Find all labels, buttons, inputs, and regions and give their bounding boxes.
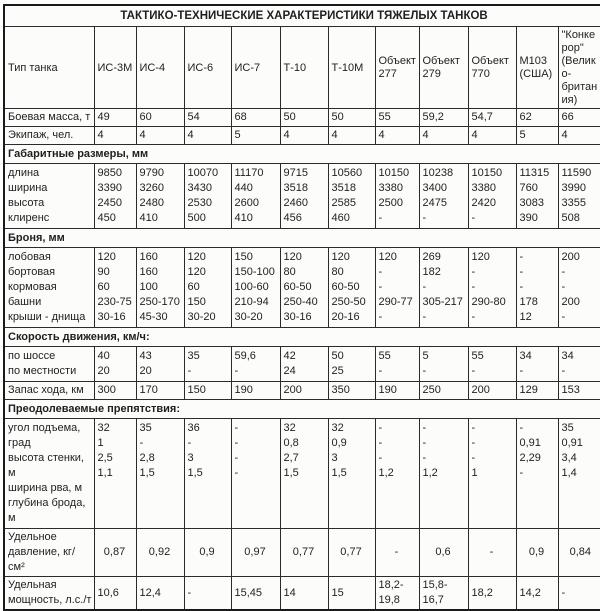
- cell: 4: [184, 127, 231, 145]
- table-row: [4, 248, 600, 328]
- cell: - - - 178 12: [516, 248, 558, 328]
- cell: 10070 3430 2530 500: [184, 164, 231, 229]
- cell: 50: [280, 109, 328, 127]
- cell: 11315 760 3083 390: [516, 164, 558, 229]
- table-row: [4, 347, 600, 382]
- cell: 4: [468, 127, 516, 145]
- section-row: [4, 145, 600, 164]
- cell: 170: [136, 382, 184, 400]
- table-row: [4, 419, 600, 529]
- cell: 14: [280, 577, 328, 611]
- cell: 9850 3390 2450 450: [94, 164, 136, 229]
- cell: 59,2: [419, 109, 468, 127]
- table-row: [4, 529, 600, 577]
- cell: 10560 3518 2585 460: [328, 164, 375, 229]
- cell: 59,6 -: [231, 347, 280, 382]
- cell: 150: [184, 382, 231, 400]
- column-header: Объект 279: [419, 27, 468, 109]
- cell: 36 - 3 1,5: [184, 419, 231, 529]
- cell: 9790 3260 2480 410: [136, 164, 184, 229]
- column-header: ИС-4: [136, 27, 184, 109]
- cell: 200: [280, 382, 328, 400]
- column-header: Т-10М: [328, 27, 375, 109]
- cell: 0,9: [184, 529, 231, 577]
- table-row: [4, 577, 600, 611]
- column-header: Объект 277: [375, 27, 419, 109]
- cell: 120 90 60 230-75 30-16: [94, 248, 136, 328]
- cell: 190: [375, 382, 419, 400]
- table-body: [4, 5, 600, 610]
- cell: 0,84: [558, 529, 600, 577]
- cell: 4: [280, 127, 328, 145]
- cell: 0,6: [419, 529, 468, 577]
- cell: - - - 1,2: [375, 419, 419, 529]
- row-label: угол подъема, град высота стенки, м ширина рва, м глубина брода, м: [4, 419, 94, 529]
- cell: 10150 3380 2420 -: [468, 164, 516, 229]
- cell: 120 120 60 150 30-20: [184, 248, 231, 328]
- cell: -: [468, 529, 516, 577]
- section-header: Габаритные размеры, мм: [4, 145, 600, 164]
- cell: 62: [516, 109, 558, 127]
- cell: 15: [328, 577, 375, 611]
- cell: 55: [375, 109, 419, 127]
- cell: 0,77: [280, 529, 328, 577]
- cell: 66: [558, 109, 600, 127]
- cell: -: [184, 577, 231, 611]
- cell: 4: [136, 127, 184, 145]
- cell: 15,45: [231, 577, 280, 611]
- cell: 120 - - 290-80 -: [468, 248, 516, 328]
- column-header: ИС-3М: [94, 27, 136, 109]
- cell: 60: [136, 109, 184, 127]
- cell: 4: [328, 127, 375, 145]
- cell: 0,87: [94, 529, 136, 577]
- cell: 0,92: [136, 529, 184, 577]
- row-label-header: Тип танка: [4, 27, 94, 109]
- cell: 68: [231, 109, 280, 127]
- column-header: М103 (США): [516, 27, 558, 109]
- section-row: [4, 400, 600, 419]
- cell: 54,7: [468, 109, 516, 127]
- row-label: Удельное давление, кг/см²: [4, 529, 94, 577]
- row-label: лобовая бортовая кормовая башни крыши - днища: [4, 248, 94, 328]
- cell: 5 -: [419, 347, 468, 382]
- cell: 10238 3400 2475 -: [419, 164, 468, 229]
- cell: 4: [558, 127, 600, 145]
- cell: 200 - - 200 -: [558, 248, 600, 328]
- cell: 32 0,8 2,7 1,5: [280, 419, 328, 529]
- cell: 32 1 2,5 1,1: [94, 419, 136, 529]
- section-row: [4, 229, 600, 248]
- row-label: Запас хода, км: [4, 382, 94, 400]
- cell: 10150 3380 2500 -: [375, 164, 419, 229]
- table-row: [4, 109, 600, 127]
- cell: 40 20: [94, 347, 136, 382]
- cell: 32 0,9 3 1,5: [328, 419, 375, 529]
- section-header: Преодолеваемые препятствия:: [4, 400, 600, 419]
- row-label: по шоссе по местности: [4, 347, 94, 382]
- cell: -: [375, 529, 419, 577]
- cell: 34 -: [516, 347, 558, 382]
- column-header: ИС-6: [184, 27, 231, 109]
- cell: 4: [419, 127, 468, 145]
- cell: 11590 3990 3355 508: [558, 164, 600, 229]
- cell: 120 80 60-50 250-40 30-16: [280, 248, 328, 328]
- cell: 120 80 60-50 250-50 20-16: [328, 248, 375, 328]
- cell: 54: [184, 109, 231, 127]
- cell: 9715 3518 2460 456: [280, 164, 328, 229]
- cell: 50: [328, 109, 375, 127]
- cell: 4: [94, 127, 136, 145]
- cell: 49: [94, 109, 136, 127]
- table-title-row: [4, 5, 600, 27]
- cell: -: [558, 577, 600, 611]
- cell: 55 -: [375, 347, 419, 382]
- cell: 300: [94, 382, 136, 400]
- cell: 34 -: [558, 347, 600, 382]
- cell: 10,6: [94, 577, 136, 611]
- cell: - - - 1,2: [419, 419, 468, 529]
- cell: 190: [231, 382, 280, 400]
- cell: 200: [468, 382, 516, 400]
- section-row: [4, 328, 600, 347]
- cell: 129: [516, 382, 558, 400]
- cell: 150 150-100 100-60 210-94 30-20: [231, 248, 280, 328]
- cell: 120 - - 290-77 -: [375, 248, 419, 328]
- cell: 153: [558, 382, 600, 400]
- cell: 5: [231, 127, 280, 145]
- table-row: [4, 382, 600, 400]
- row-label: Экипаж, чел.: [4, 127, 94, 145]
- cell: - 0,91 2,29 -: [516, 419, 558, 529]
- cell: 0,9: [516, 529, 558, 577]
- column-header-row: [4, 27, 600, 109]
- column-header: Т-10: [280, 27, 328, 109]
- column-header: "Конкерор" (Велико-британия): [558, 27, 600, 109]
- cell: 269 182 - 305-217 -: [419, 248, 468, 328]
- cell: 35 0,91 3,4 1,4: [558, 419, 600, 529]
- cell: 0,97: [231, 529, 280, 577]
- section-header: Броня, мм: [4, 229, 600, 248]
- section-header: Скорость движения, км/ч:: [4, 328, 600, 347]
- column-header: Объект 770: [468, 27, 516, 109]
- cell: 55 -: [468, 347, 516, 382]
- cell: 160 160 100 250-170 45-30: [136, 248, 184, 328]
- cell: 43 20: [136, 347, 184, 382]
- cell: - - - -: [231, 419, 280, 529]
- cell: 250: [419, 382, 468, 400]
- tank-specs-table: [3, 4, 600, 611]
- row-label: Удельная мощность, л.с./т: [4, 577, 94, 611]
- cell: 12,4: [136, 577, 184, 611]
- cell: 0,77: [328, 529, 375, 577]
- column-header: ИС-7: [231, 27, 280, 109]
- row-label: длина ширина высота клиренс: [4, 164, 94, 229]
- cell: 11170 440 2600 410: [231, 164, 280, 229]
- cell: 18,2-19,8: [375, 577, 419, 611]
- cell: 15,8-16,7: [419, 577, 468, 611]
- cell: 42 24: [280, 347, 328, 382]
- cell: 350: [328, 382, 375, 400]
- cell: 35 -: [184, 347, 231, 382]
- table-row: [4, 164, 600, 229]
- cell: 4: [375, 127, 419, 145]
- cell: 5: [516, 127, 558, 145]
- cell: 14,2: [516, 577, 558, 611]
- table-row: [4, 127, 600, 145]
- row-label: Боевая масса, т: [4, 109, 94, 127]
- cell: 50 25: [328, 347, 375, 382]
- cell: - - - 1: [468, 419, 516, 529]
- table-title: ТАКТИКО-ТЕХНИЧЕСКИЕ ХАРАКТЕРИСТИКИ ТЯЖЕЛЫХ ТАНКОВ: [4, 5, 600, 27]
- cell: 18,2: [468, 577, 516, 611]
- cell: 35 - 2,8 1,5: [136, 419, 184, 529]
